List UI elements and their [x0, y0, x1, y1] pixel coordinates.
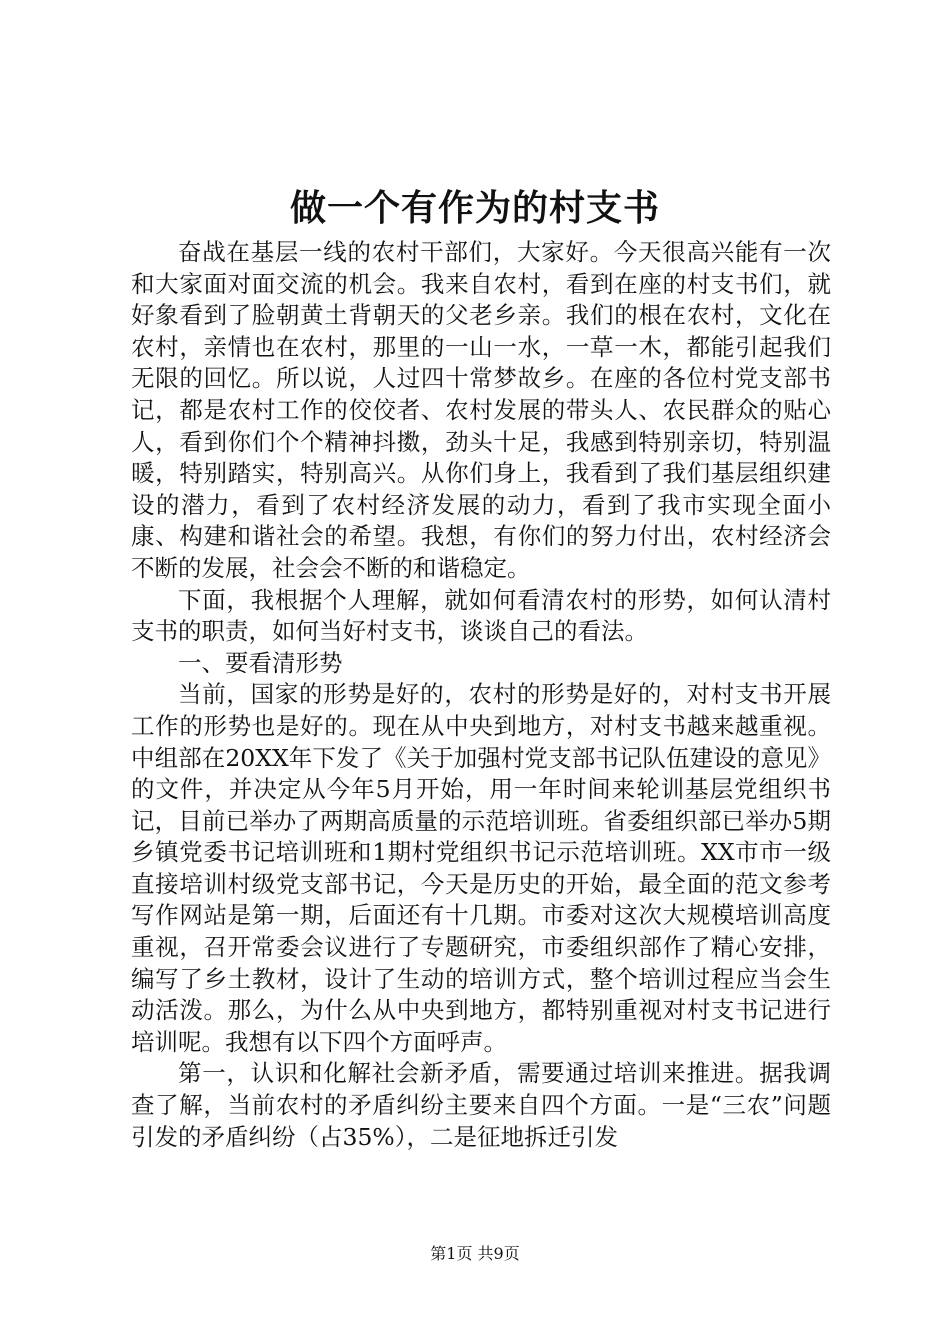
- document-title: 做一个有作为的村支书: [289, 187, 660, 229]
- paragraph: 奋战在基层一线的农村干部们，大家好。今天很高兴能有一次和大家面对面交流的机会。我来自农村，看到在座的村支书们，就好象看到了脸朝黄土背朝天的父老乡亲。我们的根在农村，文化在农村，亲情也在农村，那里的一山一水，一草一木，都能引起我们无限的回忆。所以说，人过四十常梦故乡。在座的各位村党支部书记，都是农村工作的佼佼者、农村发展的带头人、农民群众的贴心人，看到你们个个精神抖擞，劲头十足，我感到特别亲切，特别温暖，特别踏实，特别高兴。从你们身上，我看到了我们基层组织建设的潜力，看到了农村经济发展的动力，看到了我市实现全面小康、构建和谐社会的希望。我想，有你们的努力付出，农村经济会不断的发展，社会会不断的和谐稳定。: [131, 238, 831, 582]
- paragraph: 第一，认识和化解社会新矛盾，需要通过培训来推进。据我调查了解，当前农村的矛盾纠纷主要来自四个方面。一是“三农”问题引发的矛盾纠纷（占35%），二是征地拆迁引发: [131, 1059, 831, 1151]
- document-body: [131, 237, 831, 1153]
- section-heading: 一、要看清形势: [178, 648, 343, 677]
- page-footer: 第1页 共9页: [430, 1244, 520, 1263]
- paragraph: 下面，我根据个人理解，就如何看清农村的形势，如何认清村支书的职责，如何当好村支书，谈谈自己的看法。: [131, 585, 831, 646]
- paragraph: 当前，国家的形势是好的，农村的形势是好的，对村支书开展工作的形势也是好的。现在从中央到地方，对村支书越来越重视。中组部在20XX年下发了《关于加强村党支部书记队伍建设的意见》的文件，并决定从今年5月开始，用一年时间来轮训基层党组织书记，目前已举办了两期高质量的示范培训班。省委组织部已举办5期乡镇党委书记培训班和1期村党组织书记示范培训班。XX市市一级直接培训村级党支部书记，今天是历史的开始，最全面的范文参考写作网站是第一期，后面还有十几期。市委对这次大规模培训高度重视，召开常委会议进行了专题研究，市委组织部作了精心安排，编写了乡土教材，设计了生动的培训方式，整个培训过程应当会生动活泼。那么，为什么从中央到地方，都特别重视对村支书记进行培训呢。我想有以下四个方面呼声。: [131, 680, 831, 1056]
